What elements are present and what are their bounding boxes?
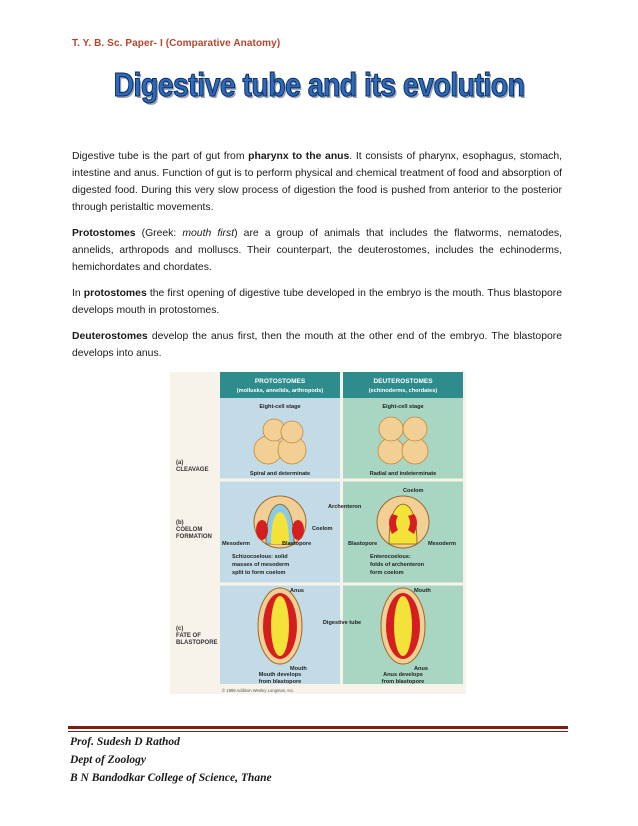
deuterostome-subtitle: (echinoderms, chordates) <box>368 388 438 394</box>
footer-author: Prof. Sudesh D Rathod <box>70 736 180 748</box>
label-spiral: Spiral and determinate <box>249 471 311 477</box>
label-anus-dev-2: from blastopore <box>381 679 425 685</box>
page-title: Digestive tube and its evolution <box>113 66 525 103</box>
label-schizo-1: Schizocoelous: solid <box>232 554 288 560</box>
embryo-development-figure <box>170 372 466 694</box>
protostome-subtitle: (mollusks, annelids, arthropods) <box>236 388 324 394</box>
paragraph-deuterostomes: Deuterostomes develop the anus first, then the mouth at the other end of the embryo. The blastopore develops into anus. <box>72 331 562 359</box>
label-mouth-left: Mouth <box>290 666 307 672</box>
paragraph-intro: Digestive tube is the part of gut from pharynx to the anus. It consists of pharynx, esophagus, stomach, intestine and anus. Function of gut is to perform physical and chemical treatment of food and absorption of digested food. During this very slow process of digestion the food is pushed from anterior to the posterior through peristaltic movements. <box>72 151 562 213</box>
label-mesoderm-right: Mesoderm <box>428 541 456 547</box>
label-mouth-right: Mouth <box>414 588 431 594</box>
label-entero-2: folds of archenteron <box>370 562 425 568</box>
protostome-adult-embryo <box>258 588 302 664</box>
label-anus-dev-1: Anus develops <box>383 672 423 678</box>
label-schizo-3: split to form coelom <box>232 570 286 576</box>
deuterostome-header <box>343 372 463 398</box>
label-digestive-tube: Digestive tube <box>322 620 362 626</box>
footer-rule-thick <box>68 726 568 729</box>
protostome-header <box>220 372 340 398</box>
label-mesoderm-left: Mesoderm <box>222 541 250 547</box>
label-schizo-2: masses of mesoderm <box>232 562 290 568</box>
label-eight-cell-left: Eight-cell stage <box>259 404 301 410</box>
paragraph-protostomes: Protostomes (Greek: mouth first) are a group of animals that includes the flatworms, nematodes, annelids, arthropods and molluscs. Their counterpart, the deuterostomes, includes the echinoderms, hemichordates and chordates. <box>72 228 562 273</box>
row-c-label: (c) FATE OF BLASTOPORE <box>176 626 218 646</box>
label-blastopore-right: Blastopore <box>348 541 378 547</box>
deuterostome-title: DEUTEROSTOMES <box>373 378 433 385</box>
label-anus-left: Anus <box>290 588 304 594</box>
protostome-title: PROTOSTOMES <box>254 378 306 385</box>
label-coelom-left: Coelom <box>312 526 333 532</box>
label-entero-1: Enterocoelous: <box>370 554 411 560</box>
body-text <box>72 148 562 371</box>
label-blastopore-left: Blastopore <box>282 541 312 547</box>
paragraph-protostome-mouth: In protostomes the first opening of digestive tube developed in the embryo is the mouth. Thus blastopore develops mouth in protostomes. <box>72 288 562 316</box>
figure-graphic <box>170 372 466 694</box>
label-archenteron: Archenteron <box>328 504 362 510</box>
label-coelom-top: Coelom <box>403 488 424 494</box>
footer-college: B N Bandodkar College of Science, Thane <box>70 772 272 784</box>
figure-copyright: © 1999 Addison Wesley Longman, Inc. <box>222 688 295 693</box>
footer-author-block <box>70 733 272 787</box>
enterocoelous-embryo <box>377 496 429 548</box>
label-eight-cell-right: Eight-cell stage <box>382 404 424 410</box>
row-a-label: (a) CLEAVAGE <box>176 460 209 473</box>
label-mouth-dev-2: from blastopore <box>258 679 302 685</box>
label-entero-3: form coelom <box>370 570 404 576</box>
footer-department: Dept of Zoology <box>70 754 147 766</box>
deuterostome-adult-embryo <box>381 588 425 664</box>
row-b-label: (b) COELOM FORMATION <box>176 520 212 540</box>
footer-rule-thin <box>68 731 568 732</box>
label-anus-right: Anus <box>414 666 428 672</box>
label-radial: Radial and indeterminate <box>369 471 437 477</box>
label-mouth-dev-1: Mouth develops <box>258 672 302 678</box>
running-head: T. Y. B. Sc. Paper- I (Comparative Anatomy) <box>72 38 281 49</box>
